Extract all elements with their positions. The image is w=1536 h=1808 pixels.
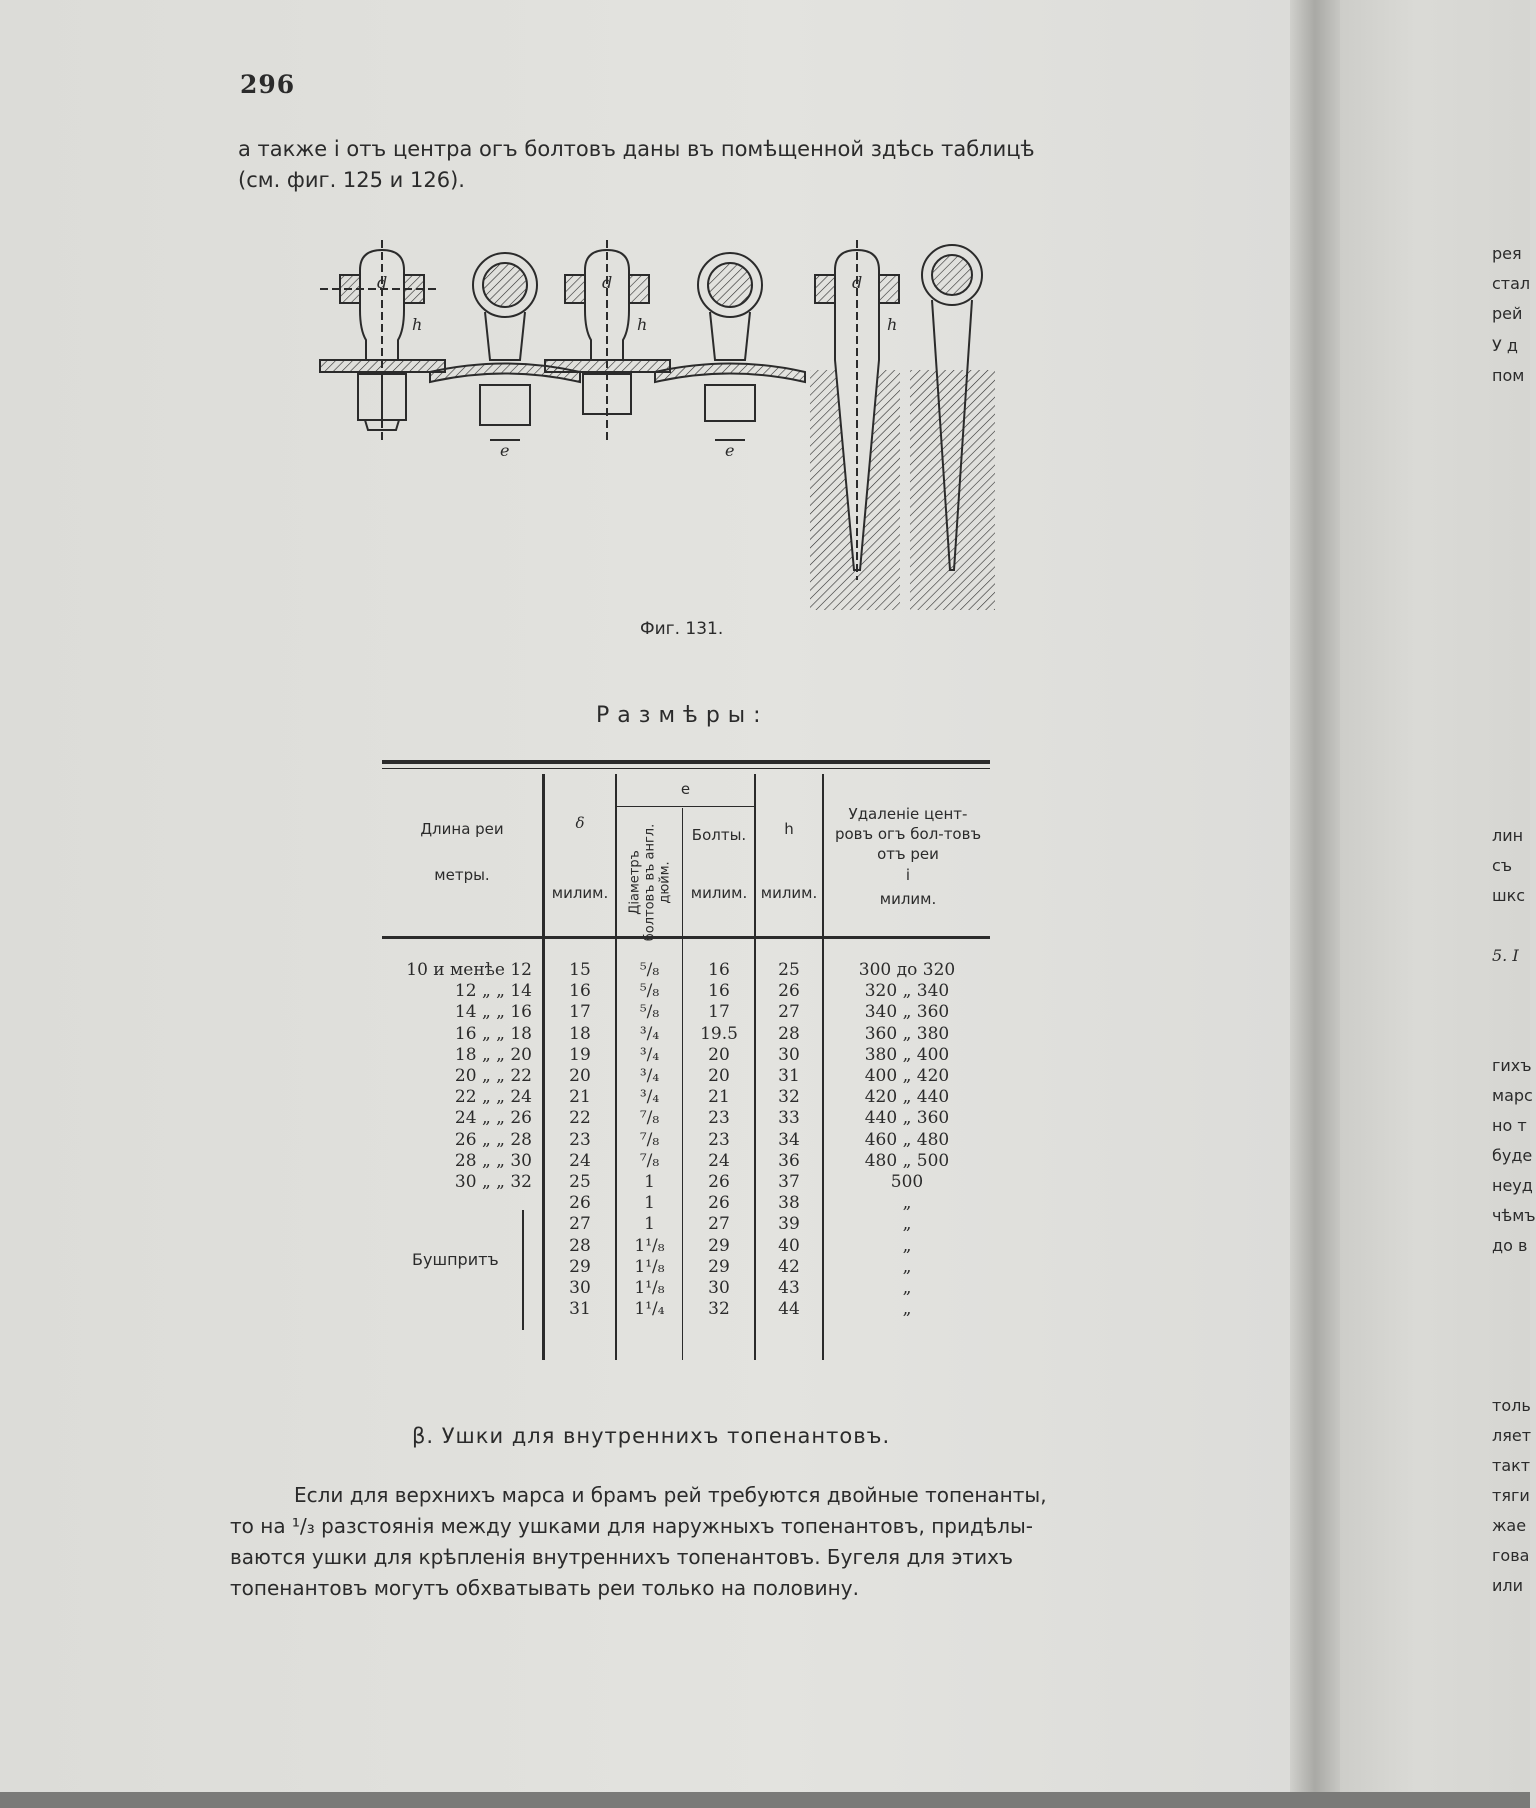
table-cell-h: 38 xyxy=(778,1193,800,1214)
table-header-rule xyxy=(382,936,990,939)
next-page-fragment: рей xyxy=(1492,304,1523,323)
table-cell-dist: „ xyxy=(902,1278,912,1298)
next-page-fragment: съ xyxy=(1492,856,1513,875)
header-h: h xyxy=(784,820,794,838)
table-cell-bolt: 19.5 xyxy=(700,1023,738,1044)
table-cell-h: 39 xyxy=(778,1214,800,1235)
figure-label-h-3: h xyxy=(887,315,898,334)
intro-text xyxy=(238,134,1138,196)
figure-131 xyxy=(320,240,1060,620)
table-cell-delta: 26 xyxy=(569,1193,591,1214)
table-cell-bolt: 21 xyxy=(708,1087,730,1108)
table-cell-len: 28 „ „ 30 xyxy=(454,1150,532,1171)
table-title: Размѣры: xyxy=(596,703,769,728)
next-page-fragment: шкс xyxy=(1492,886,1526,905)
table-cell-diam: 1 xyxy=(644,1172,655,1192)
table-cell-diam: ⁷/₈ xyxy=(639,1108,660,1129)
table-cell-delta: 18 xyxy=(569,1023,591,1044)
spike-bolt-side xyxy=(810,240,900,610)
table-vline-3 xyxy=(682,808,683,1360)
table-cell-bolt: 27 xyxy=(708,1214,730,1235)
table-cell-h: 32 xyxy=(778,1087,800,1108)
table-cell-h: 30 xyxy=(778,1044,800,1065)
table-cell-diam: ⁵/₈ xyxy=(639,981,660,1002)
table-cell-h: 44 xyxy=(778,1299,800,1320)
table-cell-delta: 16 xyxy=(569,981,591,1002)
eyebolt-2-side xyxy=(545,240,670,440)
table-cell-len: 20 „ „ 22 xyxy=(454,1066,532,1086)
table-cell-diam: ³/₄ xyxy=(639,1044,660,1065)
paragraph-line-1: Если для верхнихъ марса и брамъ рей требуются двойные топенанты, xyxy=(294,1483,1047,1507)
table-cell-h: 34 xyxy=(778,1129,800,1150)
table-cell-len: 14 „ „ 16 xyxy=(454,1002,532,1023)
table-cell-bolt: 17 xyxy=(708,1002,730,1023)
table-cell-bolt: 23 xyxy=(708,1108,730,1129)
header-h-unit: милим. xyxy=(760,884,818,902)
table-cell-bolt: 29 xyxy=(708,1256,730,1277)
table-cell-dist: 480 „ 500 xyxy=(864,1150,950,1171)
scan-edge xyxy=(0,1792,1530,1808)
table-cell-diam: ³/₄ xyxy=(639,1087,660,1108)
header-bolts-unit: милим. xyxy=(690,884,748,902)
table-cell-h: 42 xyxy=(778,1256,800,1277)
table-cell-h: 26 xyxy=(778,981,800,1002)
table-cell-diam: ³/₄ xyxy=(639,1066,660,1086)
next-page-fragment: рея xyxy=(1492,244,1522,263)
next-page-fragment: пом xyxy=(1492,366,1525,385)
next-page-fragment: или xyxy=(1492,1576,1524,1595)
table-cell-len: 30 „ „ 32 xyxy=(454,1172,532,1192)
table-cell-dist: „ xyxy=(902,1299,912,1320)
figure-label-e-2: e xyxy=(725,441,735,460)
section-title: β. Ушки для внутреннихъ топенантовъ. xyxy=(412,1424,891,1448)
next-page-fragment: лин xyxy=(1492,826,1524,845)
header-e: e xyxy=(680,780,691,798)
book-gutter xyxy=(1290,0,1340,1808)
table-cell-len: 26 „ „ 28 xyxy=(454,1129,532,1150)
table-cell-dist: 500 xyxy=(890,1172,924,1192)
next-page-fragment: 5. I xyxy=(1492,946,1519,965)
table-cell-dist: 340 „ 360 xyxy=(864,1002,950,1023)
table-cell-delta: 28 xyxy=(569,1235,591,1256)
table-top-rule xyxy=(382,760,990,764)
next-page-fragment: гова xyxy=(1492,1546,1530,1565)
paragraph-line-4: топенантовъ могутъ обхватывать реи только на половину. xyxy=(230,1576,859,1600)
table-cell-h: 33 xyxy=(778,1108,800,1129)
table-cell-diam: 1¹/₈ xyxy=(634,1235,665,1256)
table-cell-h: 40 xyxy=(778,1235,800,1256)
table-cell-bolt: 30 xyxy=(708,1278,730,1298)
eyebolt-1-front xyxy=(430,253,580,440)
section-paragraph xyxy=(230,1480,1120,1604)
bowsprit-label: Бушпритъ xyxy=(412,1250,499,1269)
next-page-edge xyxy=(1340,0,1536,1808)
table-cell-delta: 27 xyxy=(569,1214,591,1235)
table-cell-delta: 19 xyxy=(569,1044,591,1065)
table-cell-dist: 380 „ 400 xyxy=(864,1044,950,1065)
header-dist-unit: милим. xyxy=(879,890,937,908)
table-cell-bolt: 23 xyxy=(708,1129,730,1150)
header-length-unit: метры. xyxy=(434,866,490,884)
next-page-fragment: неуд xyxy=(1492,1176,1533,1195)
table-cell-dist: 360 „ 380 xyxy=(864,1023,950,1044)
table-cell-delta: 30 xyxy=(569,1278,591,1298)
next-page-fragment: чѣмъ xyxy=(1492,1206,1536,1225)
next-page-fragment: марс xyxy=(1492,1086,1533,1105)
table-cell-diam: ⁷/₈ xyxy=(639,1129,660,1150)
table-cell-bolt: 26 xyxy=(708,1193,730,1214)
paragraph-line-2: то на ¹/₃ разстоянія между ушками для наружныхъ топенантовъ, придѣлы- xyxy=(230,1514,1034,1538)
figure-label-d-2: d xyxy=(602,273,613,292)
table-cell-delta: 23 xyxy=(569,1129,591,1150)
table-cell-bolt: 20 xyxy=(708,1044,730,1065)
table-cell-delta: 31 xyxy=(569,1299,591,1320)
table-cell-len: 12 „ „ 14 xyxy=(454,981,532,1002)
table-cell-diam: 1¹/₈ xyxy=(634,1256,665,1277)
figure-label-d-3: d xyxy=(852,273,863,292)
table-cell-dist: „ xyxy=(902,1214,912,1235)
table-cell-bolt: 20 xyxy=(708,1066,730,1086)
table-cell-diam: 1 xyxy=(644,1214,655,1235)
table-cell-delta: 21 xyxy=(569,1087,591,1108)
table-cell-dist: 300 до 320 xyxy=(858,960,956,980)
table-cell-delta: 15 xyxy=(569,960,591,980)
figure-caption: Фиг. 131. xyxy=(640,619,724,639)
table-cell-h: 31 xyxy=(778,1066,800,1086)
table-cell-bolt: 24 xyxy=(708,1150,730,1171)
table-cell-bolt: 16 xyxy=(708,960,730,980)
eyebolt-1-side xyxy=(320,240,445,440)
table-cell-dist: 420 „ 440 xyxy=(864,1087,950,1108)
next-page-fragment: тяги xyxy=(1492,1486,1530,1505)
page-number: 296 xyxy=(240,70,296,99)
next-page-fragment: ляет xyxy=(1492,1426,1532,1445)
next-page-fragment: У д xyxy=(1492,336,1518,355)
table-cell-dist: 320 „ 340 xyxy=(864,981,950,1002)
table-cell-h: 37 xyxy=(778,1172,800,1192)
table-cell-diam: ³/₄ xyxy=(639,1023,660,1044)
table-cell-len: 18 „ „ 20 xyxy=(454,1044,532,1065)
table-cell-dist: 460 „ 480 xyxy=(864,1129,950,1150)
next-page-fragment: жае xyxy=(1492,1516,1527,1535)
table-cell-diam: 1 xyxy=(644,1193,655,1214)
table-cell-diam: 1¹/₈ xyxy=(634,1278,665,1298)
figure-label-e-1: e xyxy=(500,441,510,460)
figure-label-h-1: h xyxy=(412,315,423,334)
table-cell-h: 27 xyxy=(778,1002,800,1023)
bowsprit-brace xyxy=(522,1210,524,1330)
table-cell-h: 28 xyxy=(778,1023,800,1044)
intro-line-2: (см. фиг. 125 и 126). xyxy=(238,168,465,192)
figure-label-d-1: d xyxy=(377,273,388,292)
header-bolts: Болты. xyxy=(691,826,747,844)
table-cell-diam: ⁵/₈ xyxy=(639,1002,660,1023)
next-page-fragment: гихъ xyxy=(1492,1056,1532,1075)
table-cell-len: 24 „ „ 26 xyxy=(454,1108,532,1129)
table-cell-dist: „ xyxy=(902,1193,912,1214)
table-cell-diam: 1¹/₄ xyxy=(634,1299,665,1320)
table-cell-delta: 22 xyxy=(569,1108,591,1129)
eyebolt-2-front xyxy=(655,253,805,440)
next-page-fragment: толь xyxy=(1492,1396,1531,1415)
header-delta: δ xyxy=(575,814,585,832)
table-cell-bolt: 32 xyxy=(708,1299,730,1320)
table-cell-delta: 24 xyxy=(569,1150,591,1171)
table-cell-diam: ⁷/₈ xyxy=(639,1150,660,1171)
header-dist: Удаленіе цент-ровъ огъ бол-товъ отъ реи xyxy=(834,805,982,863)
table-cell-dist: „ xyxy=(902,1235,912,1256)
table-top-rule-thin xyxy=(382,768,990,769)
next-page-fragment: но т xyxy=(1492,1116,1527,1135)
figure-label-h-2: h xyxy=(637,315,648,334)
table-cell-delta: 29 xyxy=(569,1256,591,1277)
table-cell-h: 25 xyxy=(778,960,800,980)
next-page-fragment: до в xyxy=(1492,1236,1528,1255)
table-vline-5 xyxy=(822,774,824,1360)
table-cell-delta: 17 xyxy=(569,1002,591,1023)
header-length: Длина реи xyxy=(420,820,504,838)
table-cell-bolt: 29 xyxy=(708,1235,730,1256)
intro-line-1: а также i отъ центра огъ болтовъ даны въ помѣщенной здѣсь таблицѣ xyxy=(238,137,1035,161)
figure-131-drawing xyxy=(320,240,1060,620)
next-page-fragment: буде xyxy=(1492,1146,1533,1165)
table-cell-len: 22 „ „ 24 xyxy=(454,1087,532,1108)
spike-bolt-front xyxy=(910,245,995,610)
next-page-fragment: такт xyxy=(1492,1456,1531,1475)
table-cell-bolt: 16 xyxy=(708,981,730,1002)
table-e-underline xyxy=(617,806,754,807)
header-delta-unit: милим. xyxy=(551,884,609,902)
header-dist-i: i xyxy=(905,866,911,884)
table-cell-dist: „ xyxy=(902,1256,912,1277)
header-diam: Діаметръ болтовъ въ англ. дюйм. xyxy=(627,823,673,942)
table-cell-bolt: 26 xyxy=(708,1172,730,1192)
table-cell-delta: 25 xyxy=(569,1172,591,1192)
table-cell-len: 10 и менѣе 12 xyxy=(406,960,532,980)
next-page-fragment: стал xyxy=(1492,274,1531,293)
table-cell-diam: ⁵/₈ xyxy=(639,960,660,980)
table-cell-delta: 20 xyxy=(569,1066,591,1086)
table-cell-dist: 440 „ 360 xyxy=(864,1108,950,1129)
table-cell-dist: 400 „ 420 xyxy=(864,1066,950,1086)
table-cell-h: 43 xyxy=(778,1278,800,1298)
table-cell-len: 16 „ „ 18 xyxy=(454,1023,532,1044)
dimensions-table xyxy=(382,760,990,1360)
paragraph-line-3: ваются ушки для крѣпленія внутреннихъ топенантовъ. Бугеля для этихъ xyxy=(230,1545,1014,1569)
table-cell-h: 36 xyxy=(778,1150,800,1171)
